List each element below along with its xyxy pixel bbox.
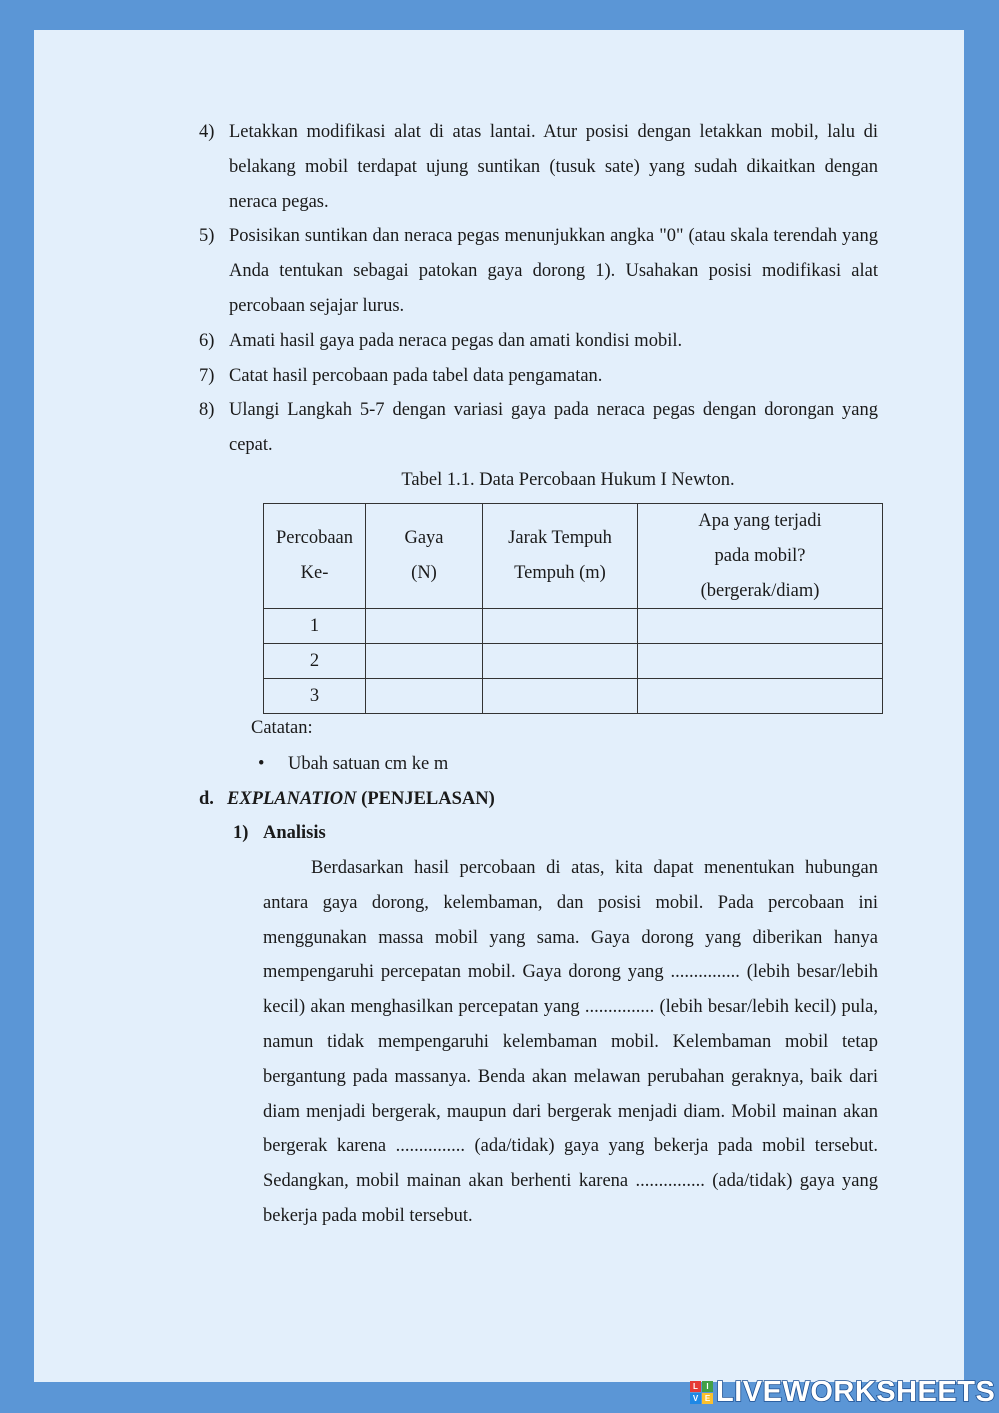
cell-force-input[interactable]: [366, 609, 483, 644]
logo-text: LIVEWORKSHEETS: [716, 1376, 996, 1408]
cell-distance-input[interactable]: [483, 679, 638, 714]
subsection-title: Analisis: [263, 823, 326, 843]
step-text: Posisikan suntikan dan neraca pegas menunjukkan angka "0" (atau skala terendah yang Anda tentukan sebagai patokan gaya dorong 1). Usahakan posisi modifikasi alat percobaan sejajar lurus.: [229, 226, 878, 316]
procedure-steps: [199, 115, 878, 463]
step-6: [199, 324, 878, 359]
cell-force-input[interactable]: [366, 644, 483, 679]
cell-result-input[interactable]: [638, 609, 883, 644]
logo-mark-letter: V: [690, 1393, 701, 1404]
notes-item: [258, 747, 448, 782]
table-caption: Tabel 1.1. Data Percobaan Hukum I Newton.: [401, 470, 735, 490]
step-8: [199, 393, 878, 463]
step-number: 8): [199, 400, 215, 421]
subsection-number: 1): [233, 823, 249, 843]
cell-distance-input[interactable]: [483, 644, 638, 679]
header-distance: [483, 504, 638, 609]
step-text: Letakkan modifikasi alat di atas lantai. Atur posisi dengan letakkan mobil, lalu di belakang mobil terdapat ujung suntikan (tusuk sate) yang sudah dikaitkan dengan neraca pegas.: [229, 122, 878, 212]
header-force: [366, 504, 483, 609]
step-number: 4): [199, 122, 215, 142]
header-line: Ke-: [300, 563, 329, 584]
section-heading: [199, 782, 495, 817]
notes-label: Catatan:: [251, 718, 313, 738]
step-7: [199, 359, 878, 394]
cell-trial: 3: [264, 679, 366, 714]
notes-item-text: Ubah satuan cm ke m: [288, 754, 449, 774]
table-row: [264, 679, 883, 714]
logo-mark-icon: [690, 1381, 713, 1404]
header-line: Percobaan: [275, 528, 354, 549]
step-text: Ulangi Langkah 5-7 dengan variasi gaya pada neraca pegas dengan dorongan yang cepat.: [229, 400, 878, 456]
step-text: Amati hasil gaya pada neraca pegas dan amati kondisi mobil.: [229, 330, 683, 351]
logo-mark-letter: E: [702, 1393, 713, 1404]
cell-force-input[interactable]: [366, 679, 483, 714]
table-row: [264, 609, 883, 644]
header-line: Apa yang terjadi: [698, 511, 822, 531]
logo-mark-letter: L: [690, 1381, 701, 1392]
step-4: [199, 115, 878, 219]
step-number: 6): [199, 330, 215, 351]
cell-distance-input[interactable]: [483, 609, 638, 644]
header-line: (N): [411, 563, 437, 584]
cell-trial: 2: [264, 644, 366, 679]
analysis-paragraph: Berdasarkan hasil percobaan di atas, kita dapat menentukan hubungan antara gaya dorong, kelembaman, dan posisi mobil. Pada percobaan ini menggunakan massa mobil yang sama. Gaya dorong yang diberikan hanya mempengaruhi percepatan mobil. Gaya dorong yang ............... (lebih besar/lebih kecil) akan menghasilkan percepatan yang ............... (lebih besar/lebih kecil) pula, namun tidak mempengaruhi kelembaman mobil. Kelembaman mobil tetap bergantung pada massanya. Benda akan melawan perubahan geraknya, baik dari diam menjadi bergerak, maupun dari bergerak menjadi diam. Mobil mainan akan bergerak karena ............... (ada/tidak) gaya yang bekerja pada mobil tersebut. Sedangkan, mobil mainan akan berhenti karena ............... (ada/tidak) gaya yang bekerja pada mobil tersebut.: [263, 858, 878, 1226]
section-title-rest: (PENJELASAN): [356, 789, 495, 809]
step-text: Catat hasil percobaan pada tabel data pengamatan.: [229, 365, 603, 386]
table-header-row: [264, 504, 883, 609]
bullet-icon: •: [258, 754, 265, 774]
step-5: [199, 219, 878, 323]
section-letter: d.: [199, 789, 214, 809]
header-line: Gaya: [404, 528, 444, 549]
cell-result-input[interactable]: [638, 679, 883, 714]
logo-mark-letter: I: [702, 1381, 713, 1392]
step-number: 5): [199, 226, 215, 247]
section-title-italic: EXPLANATION: [227, 789, 357, 809]
header-line: (bergerak/diam): [700, 580, 820, 601]
cell-trial: 1: [264, 609, 366, 644]
table-row: [264, 644, 883, 679]
subsection-heading: [233, 816, 326, 851]
header-result: [638, 504, 883, 609]
step-number: 7): [199, 365, 215, 386]
header-line: pada mobil?: [714, 545, 806, 566]
header-line: Jarak Tempuh: [508, 528, 612, 549]
observation-table: [263, 503, 883, 714]
liveworksheets-logo: [690, 1376, 995, 1409]
header-trial: [264, 504, 366, 609]
cell-result-input[interactable]: [638, 644, 883, 679]
header-line: Tempuh (m): [514, 563, 606, 584]
